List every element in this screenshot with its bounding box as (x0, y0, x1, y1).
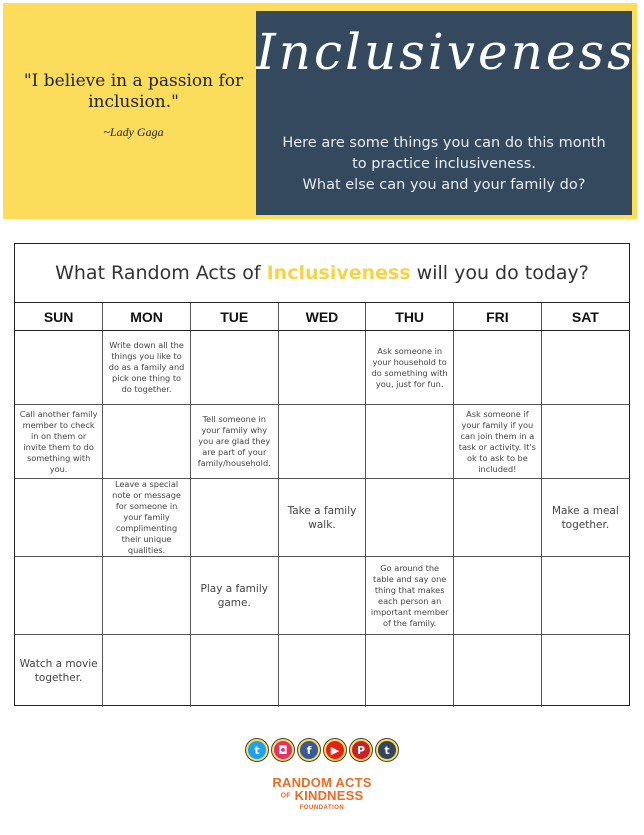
pinterest-icon[interactable] (349, 738, 373, 762)
calendar-cell (541, 405, 629, 479)
weekday-header-row (15, 303, 629, 331)
youtube-icon[interactable] (323, 738, 347, 762)
logo-line-2 (0, 789, 644, 804)
weekday-tue: TUE (190, 303, 278, 331)
instagram-icon[interactable] (271, 738, 295, 762)
logo-line-2-main: KINDNESS (294, 788, 364, 803)
intro-line: What else can you and your family do? (302, 177, 586, 193)
calendar-cell (190, 331, 278, 405)
calendar-cell: Tell someone in your family why you are glad they are part of your family/household. (190, 405, 278, 479)
title-panel (256, 11, 636, 215)
calendar-cell (366, 405, 454, 479)
page-title: Inclusiveness (256, 23, 636, 81)
weekday-thu: THU (366, 303, 454, 331)
calendar-title-before: What Random Acts of (55, 262, 267, 284)
calendar-title (15, 244, 629, 303)
calendar-cell (541, 331, 629, 405)
calendar-cell (278, 331, 366, 405)
calendar-week-row (15, 331, 629, 405)
quote-author: ~Lady Gaga (103, 124, 164, 139)
youtube-glyph: ▶ (326, 741, 344, 759)
calendar-week-row (15, 479, 629, 557)
logo-line-3: FOUNDATION (299, 804, 345, 811)
tumblr-icon[interactable] (375, 738, 399, 762)
calendar-grid (15, 303, 629, 707)
calendar-cell (454, 331, 542, 405)
calendar-cell (278, 557, 366, 635)
calendar-cell (278, 405, 366, 479)
calendar-cell (366, 635, 454, 708)
calendar-cell: Call another family member to check in on them or invite them to do something with you. (15, 405, 103, 479)
calendar-week-row (15, 635, 629, 708)
calendar-title-after: will you do today? (410, 262, 589, 284)
calendar-cell (15, 557, 103, 635)
calendar-cell: Play a family game. (190, 557, 278, 635)
quote-text: "I believe in a passion for inclusion." (23, 70, 244, 112)
calendar-week-row (15, 405, 629, 479)
intro-line: Here are some things you can do this month (282, 135, 606, 151)
calendar-cell: Ask someone in your household to do something with you, just for fun. (366, 331, 454, 405)
calendar-cell (190, 635, 278, 708)
calendar-week-row (15, 557, 629, 635)
calendar-cell (103, 405, 191, 479)
calendar-cell: Go around the table and say one thing that makes each person an important member of the family. (366, 557, 454, 635)
calendar-cell (103, 557, 191, 635)
header-banner (3, 3, 637, 219)
calendar-cell (190, 479, 278, 557)
facebook-icon[interactable] (297, 738, 321, 762)
rak-logo[interactable] (0, 776, 644, 813)
activity-calendar (14, 243, 630, 706)
weekday-wed: WED (278, 303, 366, 331)
logo-line-2-small: OF (280, 792, 291, 800)
calendar-cell (541, 635, 629, 708)
calendar-cell (103, 635, 191, 708)
calendar-title-accent: Inclusiveness (266, 262, 411, 284)
twitter-glyph: t (248, 741, 266, 759)
instagram-glyph: ◘ (274, 741, 292, 759)
facebook-glyph: f (300, 741, 318, 759)
intro-line: to practice inclusiveness. (352, 156, 536, 172)
calendar-cell (366, 479, 454, 557)
calendar-cell: Make a meal together. (541, 479, 629, 557)
weekday-sun: SUN (15, 303, 103, 331)
twitter-icon[interactable] (245, 738, 269, 762)
intro-text (266, 133, 622, 196)
calendar-cell (278, 635, 366, 708)
calendar-cell (15, 479, 103, 557)
calendar-cell: Watch a movie together. (15, 635, 103, 708)
pinterest-glyph: P (352, 741, 370, 759)
calendar-cell (15, 331, 103, 405)
calendar-cell: Ask someone if your family if you can join them in a task or activity. It's ok to ask to be included! (454, 405, 542, 479)
calendar-cell: Take a family walk. (278, 479, 366, 557)
weekday-mon: MON (103, 303, 191, 331)
quote-panel (3, 3, 256, 219)
social-links (0, 738, 644, 762)
calendar-cell (541, 557, 629, 635)
logo-line-1: RANDOM ACTS (272, 775, 372, 790)
calendar-cell: Leave a special note or message for someone in your family complimenting their unique qualities. (103, 479, 191, 557)
weekday-sat: SAT (541, 303, 629, 331)
calendar-cell (454, 635, 542, 708)
weekday-fri: FRI (454, 303, 542, 331)
tumblr-glyph: t (378, 741, 396, 759)
calendar-cell: Write down all the things you like to do as a family and pick one thing to do together. (103, 331, 191, 405)
calendar-cell (454, 479, 542, 557)
calendar-cell (454, 557, 542, 635)
